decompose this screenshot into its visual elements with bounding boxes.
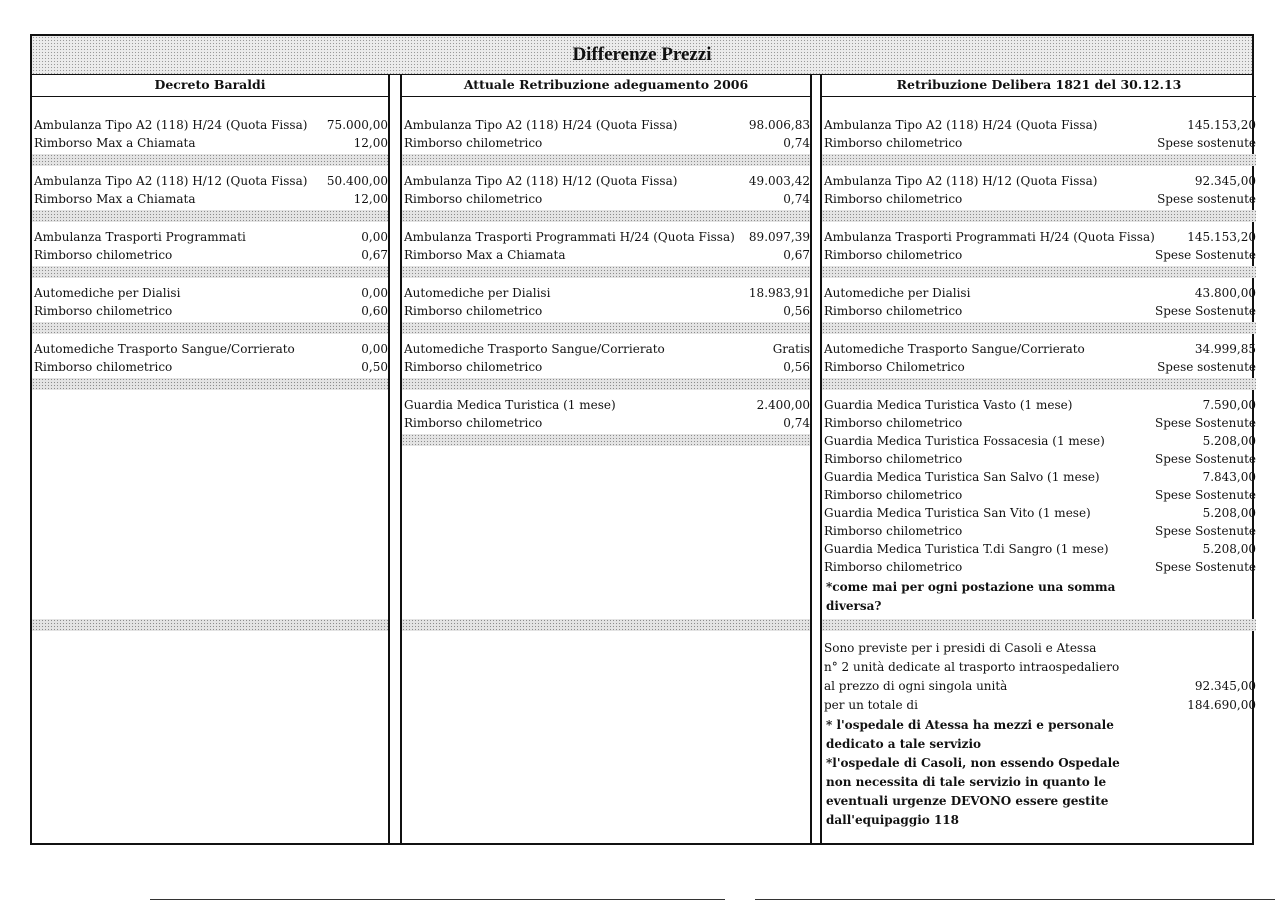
- row-separator-band: [822, 210, 1256, 222]
- row-label: Automediche Trasporto Sangue/Corrierato: [404, 342, 665, 356]
- row-label: Automediche per Dialisi: [824, 286, 971, 300]
- row-value: 89.097,39: [748, 230, 810, 244]
- row-label: Rimborso Max a Chiamata: [34, 192, 196, 206]
- table-row: [402, 284, 810, 302]
- row-separator-band: [402, 322, 810, 334]
- table-row: [32, 190, 388, 208]
- note-remark: [826, 578, 1115, 616]
- row-label: Guardia Medica Turistica San Vito (1 mese): [824, 506, 1091, 520]
- note-line: eventuali urgenze DEVONO essere gestite: [826, 794, 1109, 808]
- row-label: n° 2 unità dedicate al trasporto intraospedaliero: [824, 660, 1120, 674]
- row-value: 0,56: [783, 304, 810, 318]
- table-row: [402, 246, 810, 264]
- note-line: *l'ospedale di Casoli, non essendo Ospedale: [826, 756, 1120, 770]
- table-row: [402, 134, 810, 152]
- note-line: * l'ospedale di Atessa ha mezzi e personale: [826, 718, 1114, 732]
- row-label: Rimborso Chilometrico: [824, 360, 965, 374]
- row-separator-band: [32, 378, 388, 390]
- table-row: [822, 540, 1256, 558]
- row-label: Rimborso chilometrico: [824, 248, 963, 262]
- row-separator-band: [32, 322, 388, 334]
- row-separator-band: [32, 154, 388, 166]
- row-label: Rimborso Max a Chiamata: [404, 248, 566, 262]
- row-separator-band: [402, 266, 810, 278]
- row-value: 0,00: [361, 342, 388, 356]
- table-row: [822, 190, 1256, 208]
- row-value: 43.800,00: [1194, 286, 1256, 300]
- row-value: 0,67: [361, 248, 388, 262]
- row-label: Rimborso chilometrico: [404, 192, 543, 206]
- row-value: 12,00: [353, 192, 388, 206]
- row-separator-band: [822, 322, 1256, 334]
- row-value: 0,60: [361, 304, 388, 318]
- table-row: [822, 696, 1256, 714]
- table-row: [32, 246, 388, 264]
- footer-line: [755, 899, 1275, 900]
- row-separator-band: [32, 266, 388, 278]
- row-separator-band: [822, 619, 1256, 631]
- table-row: [822, 116, 1256, 134]
- row-value: 2.400,00: [756, 398, 810, 412]
- table-row: [32, 134, 388, 152]
- row-separator-band: [822, 154, 1256, 166]
- table-row: [32, 302, 388, 320]
- table-row: [32, 284, 388, 302]
- row-value: Spese sostenute: [1157, 192, 1256, 206]
- table-row: [822, 486, 1256, 504]
- row-value: 49.003,42: [748, 174, 810, 188]
- note-line: dall'equipaggio 118: [826, 813, 960, 827]
- row-value: 12,00: [353, 136, 388, 150]
- row-value: 75.000,00: [326, 118, 388, 132]
- row-value: Spese Sostenute: [1155, 416, 1256, 430]
- row-value: 0,50: [361, 360, 388, 374]
- column-delibera-1821: [820, 74, 1256, 843]
- column-header: Decreto Baraldi: [32, 74, 388, 97]
- column-attuale-retribuzione: [400, 74, 812, 843]
- row-value: 7.843,00: [1202, 470, 1256, 484]
- row-label: Ambulanza Tipo A2 (118) H/12 (Quota Fissa): [404, 174, 678, 188]
- row-label: al prezzo di ogni singola unità: [824, 679, 1008, 693]
- table-row: [402, 228, 810, 246]
- note-line: dedicato a tale servizio: [826, 737, 982, 751]
- row-label: Ambulanza Trasporti Programmati H/24 (Quota Fissa): [404, 230, 735, 244]
- row-label: Automediche Trasporto Sangue/Corrierato: [824, 342, 1085, 356]
- row-label: Guardia Medica Turistica San Salvo (1 mese): [824, 470, 1100, 484]
- row-label: Guardia Medica Turistica (1 mese): [404, 398, 616, 412]
- row-label: Ambulanza Tipo A2 (118) H/12 (Quota Fissa): [824, 174, 1098, 188]
- table-row: [402, 358, 810, 376]
- row-value: Gratis: [772, 342, 810, 356]
- row-value: 5.208,00: [1202, 506, 1256, 520]
- table-row: [822, 639, 1256, 657]
- row-label: Guardia Medica Turistica T.di Sangro (1 mese): [824, 542, 1109, 556]
- row-label: Guardia Medica Turistica Vasto (1 mese): [824, 398, 1073, 412]
- note-line: *come mai per ogni postazione una somma: [826, 580, 1116, 594]
- row-value: Spese Sostenute: [1155, 560, 1256, 574]
- row-label: Ambulanza Trasporti Programmati H/24 (Quota Fissa): [824, 230, 1155, 244]
- row-value: Spese sostenute: [1157, 360, 1256, 374]
- row-label: Rimborso chilometrico: [824, 416, 963, 430]
- row-label: Rimborso chilometrico: [404, 416, 543, 430]
- row-label: Sono previste per i presidi di Casoli e Atessa: [824, 641, 1097, 655]
- row-label: Rimborso chilometrico: [824, 488, 963, 502]
- table-row: [822, 658, 1256, 676]
- table-row: [402, 396, 810, 414]
- row-value: 5.208,00: [1202, 542, 1256, 556]
- table-row: [402, 414, 810, 432]
- note-line: diversa?: [826, 599, 882, 613]
- row-label: Automediche per Dialisi: [34, 286, 181, 300]
- row-label: Rimborso chilometrico: [404, 360, 543, 374]
- row-label: Rimborso chilometrico: [34, 248, 173, 262]
- row-label: Rimborso chilometrico: [824, 304, 963, 318]
- row-value: 0,00: [361, 230, 388, 244]
- note-remark: [826, 716, 1120, 830]
- row-label: Rimborso chilometrico: [824, 452, 963, 466]
- row-label: Ambulanza Tipo A2 (118) H/24 (Quota Fissa): [824, 118, 1098, 132]
- sheet-title: Differenze Prezzi: [32, 36, 1252, 75]
- table-row: [32, 228, 388, 246]
- row-label: Rimborso chilometrico: [34, 304, 173, 318]
- table-row: [822, 558, 1256, 576]
- row-separator-band: [402, 210, 810, 222]
- row-value: 7.590,00: [1202, 398, 1256, 412]
- row-label: Rimborso chilometrico: [824, 192, 963, 206]
- row-value: 92.345,00: [1194, 679, 1256, 693]
- table-row: [822, 302, 1256, 320]
- row-value: 92.345,00: [1194, 174, 1256, 188]
- row-value: 184.690,00: [1187, 698, 1256, 712]
- column-header: Retribuzione Delibera 1821 del 30.12.13: [822, 74, 1256, 97]
- table-row: [32, 358, 388, 376]
- row-value: Spese Sostenute: [1155, 488, 1256, 502]
- table-row: [822, 677, 1256, 695]
- row-label: Ambulanza Trasporti Programmati: [34, 230, 246, 244]
- row-separator-band: [822, 266, 1256, 278]
- row-value: 0,00: [361, 286, 388, 300]
- table-row: [822, 340, 1256, 358]
- table-row: [822, 432, 1256, 450]
- table-row: [822, 284, 1256, 302]
- row-value: 18.983,91: [748, 286, 810, 300]
- row-value: 0,56: [783, 360, 810, 374]
- row-separator-band: [32, 619, 388, 631]
- row-separator-band: [402, 154, 810, 166]
- row-label: Rimborso Max a Chiamata: [34, 136, 196, 150]
- table-row: [822, 468, 1256, 486]
- row-label: Ambulanza Tipo A2 (118) H/24 (Quota Fissa): [34, 118, 308, 132]
- table-row: [822, 450, 1256, 468]
- row-label: Rimborso chilometrico: [824, 136, 963, 150]
- row-value: Spese Sostenute: [1155, 452, 1256, 466]
- row-label: Guardia Medica Turistica Fossacesia (1 mese): [824, 434, 1105, 448]
- row-value: 5.208,00: [1202, 434, 1256, 448]
- price-comparison-sheet: [30, 34, 1254, 845]
- table-row: [822, 246, 1256, 264]
- column-decreto-baraldi: [32, 74, 390, 843]
- row-value: 0,74: [783, 416, 810, 430]
- row-label: Rimborso chilometrico: [824, 524, 963, 538]
- row-label: Rimborso chilometrico: [404, 304, 543, 318]
- column-header: Attuale Retribuzione adeguamento 2006: [402, 74, 810, 97]
- table-row: [822, 358, 1256, 376]
- table-row: [32, 340, 388, 358]
- row-label: Automediche Trasporto Sangue/Corrierato: [34, 342, 295, 356]
- row-separator-band: [822, 378, 1256, 390]
- row-value: 0,67: [783, 248, 810, 262]
- footer-line: [150, 899, 725, 900]
- row-value: 0,74: [783, 192, 810, 206]
- row-separator-band: [402, 619, 810, 631]
- table-row: [402, 340, 810, 358]
- row-value: 0,74: [783, 136, 810, 150]
- row-value: Spese Sostenute: [1155, 248, 1256, 262]
- row-label: Rimborso chilometrico: [824, 560, 963, 574]
- row-value: 98.006,83: [748, 118, 810, 132]
- table-row: [822, 172, 1256, 190]
- table-row: [402, 116, 810, 134]
- table-row: [402, 190, 810, 208]
- row-separator-band: [32, 210, 388, 222]
- row-separator-band: [402, 434, 810, 446]
- table-row: [32, 116, 388, 134]
- table-row: [822, 396, 1256, 414]
- table-row: [822, 228, 1256, 246]
- row-label: Ambulanza Tipo A2 (118) H/24 (Quota Fissa): [404, 118, 678, 132]
- row-label: Rimborso chilometrico: [34, 360, 173, 374]
- table-row: [822, 522, 1256, 540]
- row-label: Rimborso chilometrico: [404, 136, 543, 150]
- row-value: 50.400,00: [326, 174, 388, 188]
- table-row: [32, 172, 388, 190]
- row-separator-band: [402, 378, 810, 390]
- row-value: 34.999,85: [1194, 342, 1256, 356]
- row-label: per un totale di: [824, 698, 918, 712]
- row-value: Spese Sostenute: [1155, 304, 1256, 318]
- row-value: 145.153,20: [1187, 230, 1256, 244]
- table-row: [822, 414, 1256, 432]
- row-value: Spese sostenute: [1157, 136, 1256, 150]
- row-label: Ambulanza Tipo A2 (118) H/12 (Quota Fissa): [34, 174, 308, 188]
- table-row: [822, 134, 1256, 152]
- table-row: [402, 302, 810, 320]
- row-label: Automediche per Dialisi: [404, 286, 551, 300]
- table-row: [822, 504, 1256, 522]
- row-value: Spese Sostenute: [1155, 524, 1256, 538]
- note-line: non necessita di tale servizio in quanto le: [826, 775, 1107, 789]
- table-row: [402, 172, 810, 190]
- row-value: 145.153,20: [1187, 118, 1256, 132]
